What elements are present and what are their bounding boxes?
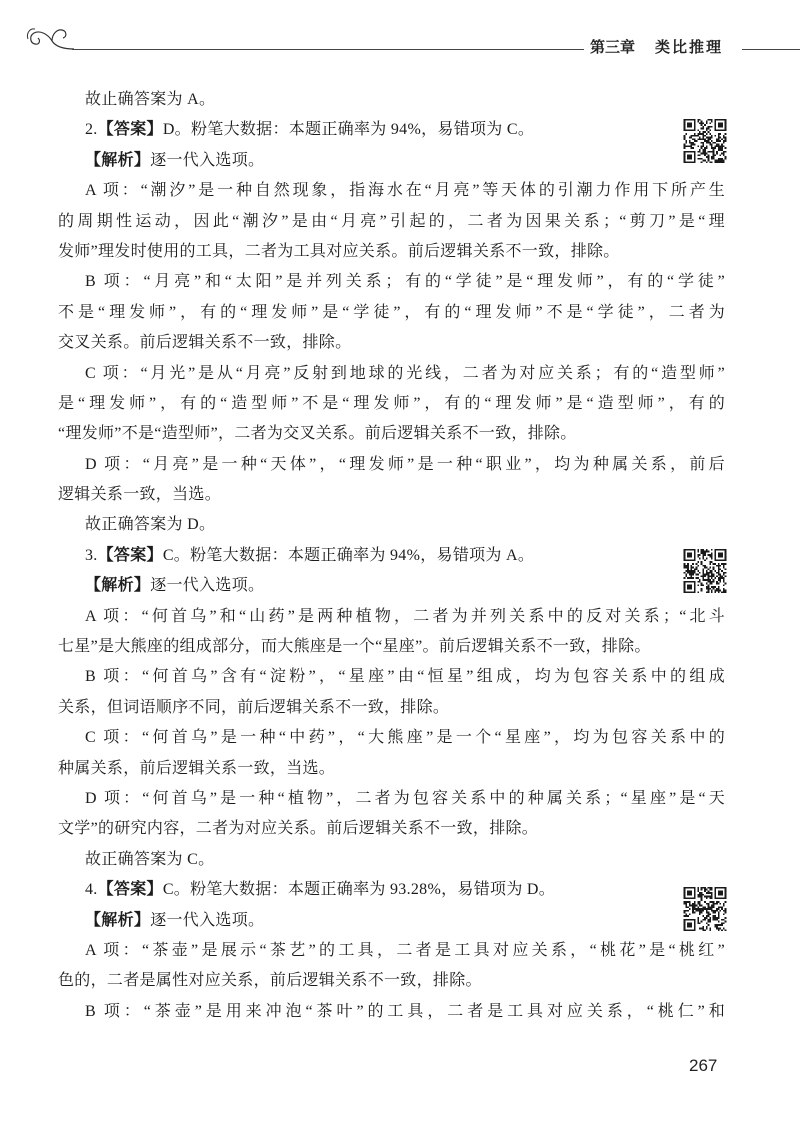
option-paragraph [58, 176, 725, 267]
analysis-heading [58, 906, 725, 936]
text-line: “理发师”不是“造型师”，二者为交叉关系。前后逻辑关系不一致，排除。 [58, 425, 577, 443]
text-line: 发师”理发时使用的工具，二者为工具对应关系。前后逻辑关系不一致，排除。 [58, 242, 620, 260]
text-line [58, 146, 725, 176]
conclusion-paragraph [58, 85, 725, 115]
text-line [58, 541, 725, 571]
text-line: D 项：“月亮”是一种“天体”，“理发师”是一种“职业”，均为种属关系，前后 [85, 455, 725, 473]
qr-code [682, 117, 728, 165]
text-line: B 项：“茶壶”是用来冲泡“茶叶”的工具，二者是工具对应关系，“桃仁”和 [85, 1002, 725, 1020]
answer-heading [58, 115, 725, 145]
text-line: 故止确答案为 A。 [85, 91, 216, 108]
option-paragraph [58, 997, 725, 1027]
option-paragraph [58, 936, 725, 997]
answer-text: C。粉笔大数据：本题正确率为 93.28%，易错项为 D。 [162, 881, 556, 899]
answer-label: 【答案】 [97, 546, 163, 564]
text-line: 文学”的研究内容，二者为对应关系。前后逻辑关系不一致，排除。 [58, 820, 539, 838]
answer-text: C。粉笔大数据：本题正确率为 94%，易错项为 A。 [162, 546, 535, 564]
text-line: 的周期性运动，因此“潮汐”是由“月亮”引起的，二者为因果关系；“剪刀”是“理 [58, 212, 725, 230]
analysis-text: 逐一代入选项。 [150, 577, 265, 595]
question-number: 3. [85, 546, 98, 564]
qr-code [682, 885, 728, 933]
text-line [58, 906, 725, 936]
qr-code [682, 547, 728, 595]
option-paragraph [58, 784, 725, 845]
text-line: 七星”是大熊座的组成部分，而大熊座是一个“星座”。前后逻辑关系不一致，排除。 [58, 638, 651, 656]
text-line: 逻辑关系一致，当选。 [58, 486, 222, 504]
option-paragraph [58, 359, 725, 450]
option-paragraph [58, 267, 725, 358]
option-paragraph [58, 450, 725, 511]
chapter-number: 第三章 [590, 38, 636, 56]
option-paragraph [58, 602, 725, 663]
conclusion-paragraph [58, 510, 725, 540]
analysis-heading [58, 571, 725, 601]
answer-heading [58, 875, 725, 905]
text-line: A 项：“潮汐”是一种自然现象，指海水在“月亮”等天体的引潮力作用下所产生 [85, 182, 725, 200]
text-line: 关系，但词语顺序不同，前后逻辑关系不一致，排除。 [58, 698, 450, 716]
header-rule-left [72, 49, 584, 50]
answer-label: 【答案】 [97, 121, 163, 139]
answer-heading [58, 541, 725, 571]
text-line: B 项：“何首乌”含有“淀粉”，“星座”由“恒星”组成，均为包容关系中的组成 [85, 668, 725, 686]
text-line: 故正确答案为 D。 [85, 516, 216, 534]
analysis-text: 逐一代入选项。 [150, 911, 265, 929]
vine-ornament-icon [24, 24, 74, 52]
text-line: 色的，二者是属性对应关系，前后逻辑关系不一致，排除。 [58, 972, 482, 990]
analysis-label: 【解析】 [85, 911, 151, 929]
text-line: 种属关系，前后逻辑关系一致，当选。 [58, 759, 336, 777]
analysis-label: 【解析】 [85, 151, 151, 169]
option-paragraph [58, 662, 725, 723]
analysis-text: 逐一代入选项。 [150, 151, 265, 169]
text-line: C 项：“何首乌”是一种“中药”，“大熊座”是一个“星座”，均为包容关系中的 [85, 729, 725, 747]
text-line: C 项：“月光”是从“月亮”反射到地球的光线，二者为对应关系；有的“造型师” [85, 364, 725, 382]
answer-label: 【答案】 [97, 881, 163, 899]
page-number: 267 [689, 1056, 718, 1075]
running-header [590, 36, 723, 58]
text-line: 交叉关系。前后逻辑关系不一致，排除。 [58, 334, 352, 352]
chapter-title: 类比推理 [655, 38, 724, 56]
text-line: 是“理发师”，有的“造型师”不是“理发师”，有的“理发师”是“造型师”，有的 [58, 394, 725, 412]
conclusion-paragraph [58, 845, 725, 875]
analysis-label: 【解析】 [85, 577, 151, 595]
text-line [58, 115, 725, 145]
answer-text: D。粉笔大数据：本题正确率为 94%，易错项为 C。 [162, 121, 535, 139]
question-number: 4. [85, 881, 98, 899]
text-line: 故正确答案为 C。 [85, 850, 215, 868]
analysis-heading [58, 146, 725, 176]
option-paragraph [58, 723, 725, 784]
text-line: A 项：“茶壶”是展示“茶艺”的工具，二者是工具对应关系，“桃花”是“桃红” [85, 941, 725, 959]
text-line: A 项：“何首乌”和“山药”是两种植物，二者为并列关系中的反对关系；“北斗 [85, 607, 725, 625]
text-line: B 项：“月亮”和“太阳”是并列关系；有的“学徒”是“理发师”，有的“学徒” [85, 273, 725, 291]
header-rule-right [742, 49, 800, 50]
text-line: 不是“理发师”，有的“理发师”是“学徒”，有的“理发师”不是“学徒”，二者为 [58, 303, 725, 321]
text-line [58, 875, 725, 905]
text-line [58, 571, 725, 601]
text-line: D 项：“何首乌”是一种“植物”，二者为包容关系中的种属关系；“星座”是“天 [85, 789, 725, 807]
body-text [58, 85, 725, 1027]
question-number: 2. [85, 121, 98, 139]
